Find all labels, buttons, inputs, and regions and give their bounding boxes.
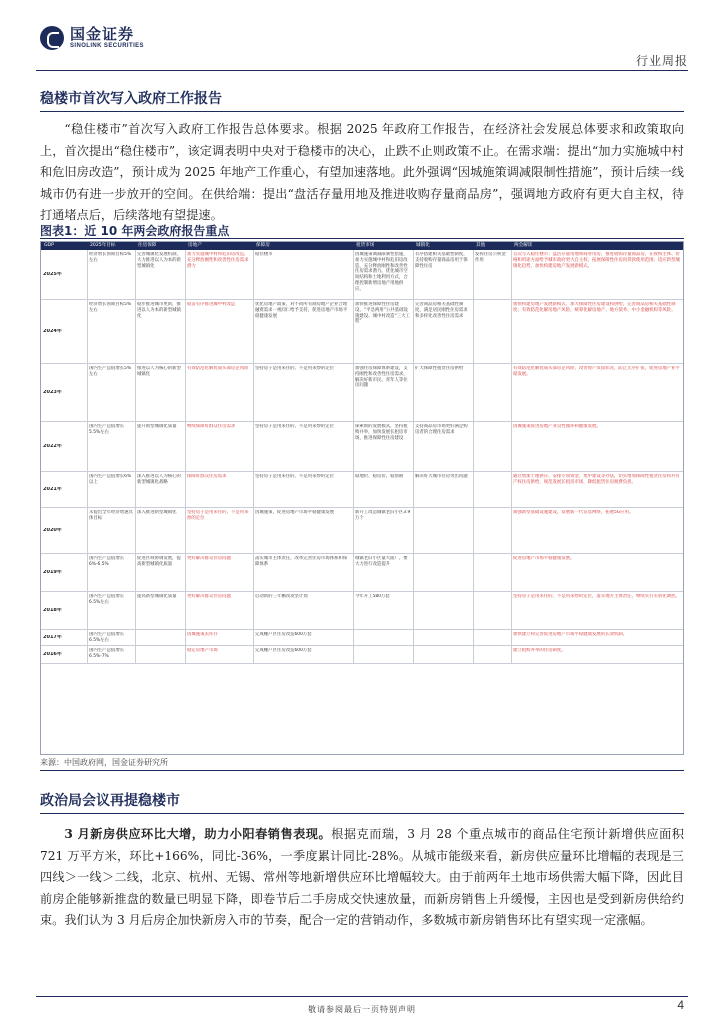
table-cell-housing: 坚持房子是用来住的、不是用来炒的定位	[187, 510, 249, 521]
table-cell-security: 支持商品房市场更好满足购房者的合理住房需求	[415, 424, 468, 435]
table-cell-rental	[475, 510, 509, 553]
page-header	[0, 0, 724, 70]
section-2-paragraph	[40, 824, 684, 932]
table-cell-security: 扩大保障性租赁住房供给	[415, 366, 464, 371]
table-cell-rental	[475, 594, 509, 629]
table-cell-policy: 因城施策调减限制性措施，加力实施城中村和危旧房改造，充分释放刚性和改善性住房需求潜力。优化城市空间结构和土地利用方式，合理控制新增房地产用地供应。	[355, 252, 408, 292]
table-cell-security	[415, 556, 471, 591]
table-row	[41, 630, 683, 646]
footer-divider	[36, 996, 688, 997]
table-cell-estate: 落实城市主体责任，改革完善住房市场体系和保障体系	[255, 556, 348, 567]
table-cell-policy: 城镇老旧小区量大面广，要大力进行改造提升	[355, 556, 408, 567]
table-cell-notes: 加强新型基础设施建设，发展新一代信息网络，拓展5G应用。	[513, 510, 634, 515]
table-cell-housing: 稳定房地产市场	[187, 648, 218, 653]
table-cell-housing: 稳妥有序推进城中村改造	[187, 302, 236, 307]
table-cell-notes: 加快构建房地产发展新模式，加大保障性住房建设和供给，完善商品房相关基础性制度；有效防范化解房地产风险，统筹化解房地产、地方债务、中小金融机构等风险。	[513, 302, 676, 313]
table-row	[41, 422, 683, 472]
source-divider	[40, 770, 684, 771]
table-cell-notes: 坚持房子是用来住的、不是用来炒的定位，落实地方主体责任，继续实行差别化调控。	[513, 594, 680, 599]
table-cell-housing: 更好解决群众住房问题	[187, 556, 231, 561]
table-cell-gdp: 国内生产总值增长6.5%-7%	[89, 648, 125, 659]
table-header-cell: 两会解读	[514, 243, 533, 248]
table-cell-policy: 探索新的发展模式，坚持租购并举，加快发展长租房市场，推进保障性住房建设	[355, 424, 408, 441]
table-cell-target: 提高新型城镇化质量	[137, 594, 177, 599]
policy-table	[40, 241, 684, 755]
table-cell-security	[415, 632, 471, 645]
table-cell-gdp: 国内生产总值增长6.5%左右	[89, 594, 125, 605]
table-cell-gdp: 国内生产总值增长6.5%左右	[89, 632, 125, 643]
table-cell-rental	[475, 366, 509, 421]
table-row	[41, 554, 683, 592]
table-cell-target: 促进区域协调发展，提高新型城镇化质量	[137, 556, 181, 567]
table-cell-notes: 因城施策促进房地产业良性循环和健康发展。	[513, 424, 601, 429]
section-title-2: 政治局会议再提稳楼市	[40, 793, 180, 809]
table-cell-housing: 加力实施城中村和危旧房改造，充分释放刚性和改善性住房需求潜力	[187, 252, 249, 269]
table-cell-policy	[355, 648, 411, 663]
table-cell-security	[415, 594, 471, 629]
table-cell-estate: 坚持房子是用来住的、不是用来炒的定位	[255, 474, 335, 479]
brand-logo-icon	[40, 26, 64, 50]
table-row	[41, 364, 683, 422]
table-header-cell: 保障房	[256, 243, 270, 248]
table-cell-year: 2021年	[43, 487, 62, 492]
table-cell-gdp: 国内生产总值增长6%-6.5%	[89, 556, 125, 567]
figure-title: 图表1：近 10 年两会政府报告重点	[40, 224, 230, 238]
section-2-body: 根据克而瑞，3 月 28 个重点城市的商品住宅预计新增供应面积 721 万平方米，环比+166%，同比-36%，一季度累计同比-28%。从城市能级来看，新房供应量环比增幅的表现是三四线＞一线＞二线，北京、杭州、无锡、常州等地新增供应环比增幅较大。由于前两年土地市场供需大幅下降，因此目前房企能够新推盘的数量已明显下降，即卷节后二手房成交快速放量，而新房销售上升缓慢，主因也是受到新房供给约束。我们认为 3 月后房企加快新房入市的节奏，配合一定的营销动作，多数城市新房销售环比有望实现一定涨幅。	[40, 827, 684, 928]
table-cell-gdp: 经济增长预期目标5%左右	[89, 252, 132, 263]
table-cell-estate: 完成棚户区住房改造600万套	[255, 632, 312, 637]
table-cell-policy: 加快推进保障性住房建设、“平急两用”公共基础设施建设、城中村改造“三大工程”	[355, 302, 410, 325]
table-row	[41, 592, 683, 630]
header-divider	[36, 70, 688, 71]
table-cell-rental	[475, 474, 509, 507]
table-cell-notes: 促进房地产市场平稳健康发展。	[513, 556, 575, 561]
table-cell-policy: 稳地价、稳房价、稳预期	[355, 474, 404, 479]
table-cell-estate: 完成棚户区住房改造600万套	[255, 648, 312, 653]
table-cell-housing: 有效防范化解优质头部房企风险	[187, 366, 249, 371]
brand-name-en: SINOLINK SECURITIES	[70, 43, 144, 49]
table-row	[41, 472, 683, 508]
table-cell-target: 稳步推进城市更新，推进以人为本的新型城镇化	[137, 302, 181, 319]
table-cell-target	[137, 632, 183, 645]
table-cell-housing: 因城施策去库存	[187, 632, 218, 637]
table-row	[41, 250, 683, 300]
brand-name-cn: 国金证券	[70, 25, 135, 43]
table-cell-year: 2023年	[43, 390, 62, 395]
table-cell-estate: 坚持房子是用来住的、不是用来炒的定位	[255, 424, 335, 429]
table-cell-notes: 通过增加土地供应、安排专项资金、集中建设等办法，切实增加保障性租赁住房和共有产权住房供给，规范发展长租房市场，降低租赁住房税费负担。	[513, 474, 680, 485]
table-cell-year: 2020年	[43, 528, 62, 533]
table-cell-notes: 建立租购并举的住房制度。	[513, 648, 566, 653]
table-cell-housing: 继续保障好群众住房需求	[187, 424, 236, 429]
table-cell-year: 2025年	[43, 272, 62, 277]
table-cell-year: 2017年	[43, 635, 62, 640]
table-cell-gdp: 未提出全年经济增速具体目标	[89, 510, 133, 521]
table-cell-year: 2019年	[43, 570, 62, 575]
table-cell-policy: 新开工改造城镇老旧小区3.9万个	[355, 510, 411, 521]
page-number: 4	[677, 998, 684, 1012]
table-cell-target: 推进以人为核心的新型城镇化	[137, 366, 181, 377]
table-cell-security	[415, 510, 471, 553]
table-header-cell: 房地产	[188, 243, 202, 248]
table-cell-target: 完善城镇化发展机制，大力推进以人为本的新型城镇化	[137, 252, 181, 269]
section-divider-1	[40, 111, 684, 112]
table-header-cell: 租赁市场	[356, 243, 375, 248]
table-cell-policy: 加强住房保障体系建设，支持刚性和改善性住房需求，解决好新市民、青年人等住房问题	[355, 366, 408, 389]
table-cell-notes: 有效防范化解优质头部房企风险，改善资产负债状况，防止无序扩张，促进房地产业平稳发展。	[513, 366, 680, 377]
table-cell-estate: 坚持房子是用来住的、不是用来炒的定位	[255, 366, 335, 371]
table-cell-estate: 稳住楼市	[255, 252, 273, 257]
table-cell-notes: 加快建立和完善促进房地产市场平稳健康发展的长效机制。	[513, 632, 628, 637]
table-cell-notes: 首次写入稳住楼市；盘活存量用地和商办用房，推进收购存量商品房，在收购主体、价格和用途方面给予城市政府更大自主权；拓展保障性住房再贷款使用范围；适应新型城镇化趋势，加快构建房地产发展新模式。	[513, 252, 680, 269]
table-cell-estate: 因城施策，促进房地产市场平稳健康发展	[255, 510, 335, 515]
table-header-cell: 2025年目标	[90, 243, 116, 248]
table-cell-target: 深入推进以人为核心的新型城镇化战略	[137, 474, 181, 485]
footer-disclaimer: 敬请参阅最后一页特别声明	[308, 1005, 416, 1014]
table-cell-gdp: 经济增长预期目标5%左右	[89, 302, 132, 313]
table-row	[41, 646, 683, 664]
table-cell-year: 2022年	[43, 444, 62, 449]
table-cell-year: 2024年	[43, 329, 62, 334]
table-cell-rental	[475, 632, 509, 645]
table-header-cell: 住房保障	[138, 243, 157, 248]
brand-logo	[40, 26, 144, 50]
table-cell-gdp: 国内生产总值增长6%以上	[89, 474, 132, 485]
table-cell-estate: 优化房地产政策，对不同所有制房地产企业合理融资需求一视同仁给予支持，促进房地产市场平稳健康发展	[255, 302, 348, 319]
section-title-1: 稳楼市首次写入政府工作报告	[40, 91, 222, 107]
document-type: 行业周报	[635, 54, 688, 68]
table-header-cell: 其他	[476, 243, 486, 248]
table-cell-rental	[475, 556, 509, 591]
table-cell-target: 提升新型城镇化质量	[137, 424, 177, 429]
table-cell-housing: 保障好群众住房需求	[187, 474, 227, 479]
table-cell-security	[415, 648, 471, 663]
section-2-lead: 3 月新房供应环比大增，助力小阳春销售表现。	[64, 827, 332, 841]
table-cell-year: 2016年	[43, 652, 62, 657]
table-cell-security: 有序搭建相关基础性制度，支持收购存量商品房用于保障性住房	[415, 252, 468, 269]
table-cell-security: 解决好大城市住房突出问题	[415, 474, 468, 479]
table-cell-gdp: 国内生产总值增长5.5%左右	[89, 424, 125, 435]
section-1-paragraph: “稳住楼市”首次写入政府工作报告总体要求。根据 2025 年政府工作报告，在经济社会发展总体要求和政策取向上，首次提出“稳住楼市”，该定调表明中央对于稳楼市的决心，止跌不止则政策不止。在需求端：提出“加力实施城中村和危旧房改造”，预计成为 2025 年地产工作重心，有望加速落地。此外强调“因城施策调减限制性措施”，预计后续一线城市仍有进一步放开的空间。在供给端：提出“盘活存量用地及推进收购存量商品房”，强调地方政府有更大自主权，待打通堵点后，后续落地有望提速。	[40, 122, 684, 223]
table-cell-rental	[475, 302, 509, 363]
table-cell-policy	[355, 632, 411, 645]
table-cell-security: 完善商品房相关基础性制度，满足居民刚性住房需求和多样化改善性住房需求	[415, 302, 468, 319]
table-cell-rental	[475, 424, 509, 471]
table-cell-target	[137, 648, 183, 663]
table-cell-gdp: 国内生产总值增长5%左右	[89, 366, 132, 377]
table-cell-policy: 今年开工580万套	[355, 594, 390, 599]
table-header-cell: GDP	[44, 243, 54, 248]
table-row	[41, 300, 683, 364]
table-cell-rental: 发挥住房公积金作用	[475, 252, 506, 263]
table-cell-housing: 更好解决群众住房问题	[187, 594, 231, 599]
figure-source: 来源：中国政府网，国金证券研究所	[40, 758, 168, 767]
table-cell-estate: 启动新的三年棚改攻坚计划	[255, 594, 308, 599]
table-cell-rental	[475, 648, 509, 663]
figure-divider	[40, 238, 684, 239]
table-row	[41, 508, 683, 554]
table-cell-year: 2018年	[43, 608, 62, 613]
table-cell-target: 深入推进新型城镇化	[137, 510, 177, 515]
table-header-cell: 城镇化	[416, 243, 430, 248]
section-divider-2	[40, 813, 684, 814]
table-header	[41, 242, 683, 250]
